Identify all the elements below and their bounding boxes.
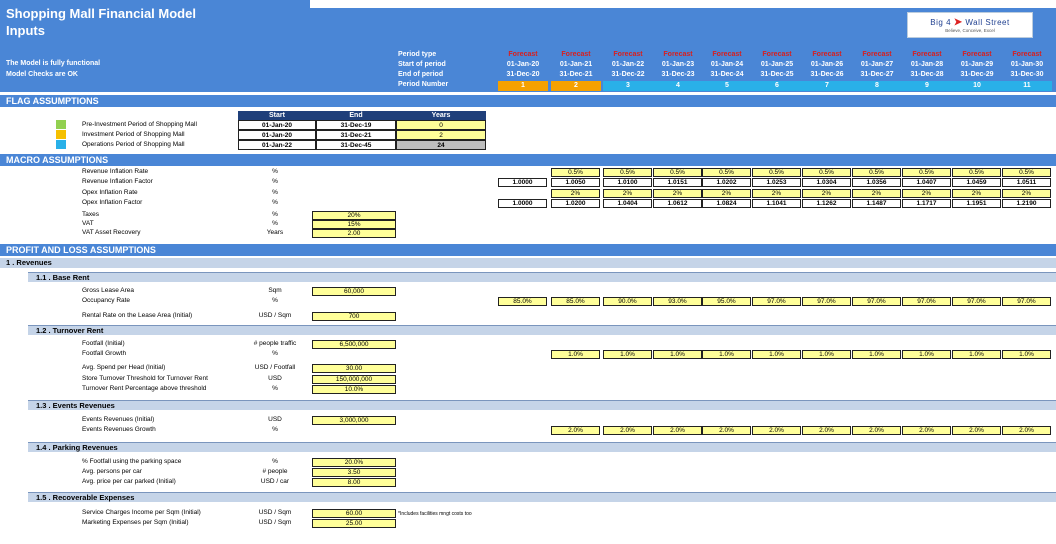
footfall-growth-cell[interactable]: 1.0% xyxy=(852,350,901,359)
revenue-inflation-factor-cell: 1.0356 xyxy=(852,178,901,187)
threshold-input[interactable]: 150,000,000 xyxy=(312,375,396,384)
parking-header: 1.4 . Parking Revenues xyxy=(28,442,1056,452)
period-type-label: Period type xyxy=(398,51,437,58)
period-type-cell: Forecast xyxy=(561,51,591,58)
price-per-car-unit: USD / car xyxy=(260,478,290,485)
period-type-cell: Forecast xyxy=(712,51,742,58)
opex-inflation-factor-cell: 1.2190 xyxy=(1002,199,1051,208)
period-number-cell: 5 xyxy=(702,81,752,91)
parking-footfall-label: % Footfall using the parking space xyxy=(82,458,182,465)
events-revenue-unit: USD xyxy=(268,416,282,423)
period-color-swatch xyxy=(56,130,66,139)
opex-inflation-rate-label: Opex Inflation Rate xyxy=(82,189,138,196)
footfall-growth-cell[interactable]: 1.0% xyxy=(1002,350,1051,359)
period-start-cell: 01-Jan-25 xyxy=(760,61,794,68)
events-growth-cell[interactable]: 2.0% xyxy=(752,426,801,435)
period-end-label: End of period xyxy=(398,71,444,78)
period-start-cell: 01-Jan-30 xyxy=(1010,61,1044,68)
opex-inflation-factor-cell: 1.0404 xyxy=(603,199,652,208)
revenue-inflation-rate-cell[interactable]: 0.5% xyxy=(603,168,652,177)
revenue-inflation-rate-cell[interactable]: 0.5% xyxy=(802,168,851,177)
opex-inflation-factor-cell: 1.0000 xyxy=(498,199,547,208)
events-growth-cell[interactable]: 2.0% xyxy=(1002,426,1051,435)
service-charges-input[interactable]: 60.00 xyxy=(312,509,396,518)
gla-label: Gross Lease Area xyxy=(82,287,135,294)
period-type-cell: Forecast xyxy=(912,51,942,58)
revenue-inflation-rate-cell[interactable]: 0.5% xyxy=(902,168,951,177)
footfall-growth-cell[interactable]: 1.0% xyxy=(603,350,652,359)
flag-end-date: 31-Dec-21 xyxy=(316,130,396,140)
period-type-cell: Forecast xyxy=(962,51,992,58)
period-number-cell: 2 xyxy=(551,81,601,91)
revenue-inflation-factor-cell: 1.0511 xyxy=(1002,178,1051,187)
opex-inflation-factor-label: Opex Inflation Factor xyxy=(82,199,143,206)
recoverable-header: 1.5 . Recoverable Expenses xyxy=(28,492,1056,502)
flag-label: Investment Period of Shopping Mall xyxy=(82,131,185,138)
model-title: Shopping Mall Financial Model xyxy=(6,6,196,21)
footfall-growth-cell[interactable]: 1.0% xyxy=(902,350,951,359)
occupancy-cell[interactable]: 90.0% xyxy=(603,297,652,306)
opex-inflation-rate-cell[interactable]: 2% xyxy=(852,189,901,198)
marketing-input[interactable]: 25.00 xyxy=(312,519,396,528)
period-number-cell: 1 xyxy=(498,81,548,91)
revenue-inflation-factor-cell: 1.0151 xyxy=(653,178,702,187)
events-growth-cell[interactable]: 2.0% xyxy=(802,426,851,435)
status-checks: Model Checks are OK xyxy=(6,71,78,78)
period-start-label: Start of period xyxy=(398,61,446,68)
revenue-inflation-rate-cell[interactable]: 0.5% xyxy=(653,168,702,177)
service-charges-label: Service Charges Income per Sqm (Initial) xyxy=(82,509,201,516)
occupancy-cell[interactable]: 97.0% xyxy=(752,297,801,306)
logo-text-a: Big 4 xyxy=(930,18,952,27)
opex-inflation-rate-cell[interactable]: 2% xyxy=(752,189,801,198)
taxes-unit: % xyxy=(272,211,278,218)
occupancy-cell[interactable]: 97.0% xyxy=(802,297,851,306)
period-start-cell: 01-Jan-28 xyxy=(910,61,944,68)
opex-inflation-factor-cell: 1.0612 xyxy=(653,199,702,208)
flag-start-date: 01-Jan-22 xyxy=(238,140,316,150)
flag-years: 24 xyxy=(396,140,486,150)
taxes-label: Taxes xyxy=(82,211,99,218)
revenue-inflation-rate-cell[interactable]: 0.5% xyxy=(551,168,600,177)
revenue-inflation-rate-label: Revenue Inflation Rate xyxy=(82,168,149,175)
period-end-cell: 31-Dec-20 xyxy=(506,71,540,78)
price-per-car-input[interactable]: 8.00 xyxy=(312,478,396,487)
parking-footfall-unit: % xyxy=(272,458,278,465)
turnover-pct-label: Turnover Rent Percentage above threshold xyxy=(82,385,207,392)
events-growth-cell[interactable]: 2.0% xyxy=(902,426,951,435)
footfall-growth-cell[interactable]: 1.0% xyxy=(702,350,751,359)
footfall-input[interactable]: 6,500,000 xyxy=(312,340,396,349)
avg-spend-input[interactable]: 30.00 xyxy=(312,364,396,373)
revenue-inflation-rate-cell[interactable]: 0.5% xyxy=(1002,168,1051,177)
flag-col-start: Start xyxy=(238,111,316,120)
service-charges-unit: USD / Sqm xyxy=(258,509,292,516)
threshold-label: Store Turnover Threshold for Turnover Rent xyxy=(82,375,208,382)
revenue-inflation-rate-cell[interactable]: 0.5% xyxy=(702,168,751,177)
footfall-growth-cell[interactable]: 1.0% xyxy=(802,350,851,359)
revenue-inflation-factor-cell: 1.0000 xyxy=(498,178,547,187)
period-type-cell: Forecast xyxy=(862,51,892,58)
persons-per-car-unit: # people xyxy=(262,468,288,475)
opex-inflation-rate-cell[interactable]: 2% xyxy=(653,189,702,198)
footfall-growth-cell[interactable]: 1.0% xyxy=(653,350,702,359)
period-number-cell: 8 xyxy=(852,81,902,91)
bird-icon: ➤ xyxy=(953,17,963,28)
flag-start-date: 01-Jan-20 xyxy=(238,130,316,140)
occupancy-label: Occupancy Rate xyxy=(82,297,131,304)
period-type-cell: Forecast xyxy=(613,51,643,58)
period-end-cell: 31-Dec-30 xyxy=(1010,71,1044,78)
revenue-inflation-factor-cell: 1.0100 xyxy=(603,178,652,187)
persons-per-car-label: Avg. persons per car xyxy=(82,468,142,475)
period-start-cell: 01-Jan-29 xyxy=(960,61,994,68)
events-header: 1.3 . Events Revenues xyxy=(28,400,1056,410)
opex-inflation-factor-cell: 1.1262 xyxy=(802,199,851,208)
flag-end-date: 31-Dec-45 xyxy=(316,140,396,150)
service-charges-note: *Includes facilities mngt costs too xyxy=(398,511,472,517)
opex-inflation-factor-cell: 1.1041 xyxy=(752,199,801,208)
footfall-growth-label: Footfall Growth xyxy=(82,350,127,357)
avg-spend-label: Avg. Spend per Head (Initial) xyxy=(82,364,166,371)
vat-recovery-unit: Years xyxy=(266,229,284,236)
period-start-cell: 01-Jan-22 xyxy=(611,61,645,68)
gla-unit: Sqm xyxy=(268,287,282,294)
opex-inflation-rate-cell[interactable]: 2% xyxy=(902,189,951,198)
opex-inflation-factor-cell: 1.1487 xyxy=(852,199,901,208)
section-pl-assumptions: PROFIT AND LOSS ASSUMPTIONS xyxy=(0,244,1056,256)
period-type-cell: Forecast xyxy=(762,51,792,58)
footfall-growth-unit: % xyxy=(272,350,278,357)
flag-col-end: End xyxy=(316,111,396,120)
period-end-cell: 31-Dec-21 xyxy=(559,71,593,78)
opex-inflation-factor-cell: 1.0200 xyxy=(551,199,600,208)
opex-inflation-rate-cell[interactable]: 2% xyxy=(802,189,851,198)
period-type-cell: Forecast xyxy=(508,51,538,58)
period-end-cell: 31-Dec-26 xyxy=(810,71,844,78)
revenue-inflation-factor-cell: 1.0253 xyxy=(752,178,801,187)
turnover-pct-input[interactable]: 10.0% xyxy=(312,385,396,394)
period-end-cell: 31-Dec-28 xyxy=(910,71,944,78)
events-growth-cell[interactable]: 2.0% xyxy=(551,426,600,435)
period-number-cell: 9 xyxy=(902,81,952,91)
period-start-cell: 01-Jan-23 xyxy=(661,61,695,68)
occupancy-cell[interactable]: 97.0% xyxy=(952,297,1001,306)
flag-end-date: 31-Dec-19 xyxy=(316,120,396,130)
period-end-cell: 31-Dec-27 xyxy=(860,71,894,78)
revenue-inflation-factor-cell: 1.0407 xyxy=(902,178,951,187)
period-type-cell: Forecast xyxy=(1012,51,1042,58)
revenue-inflation-factor-cell: 1.0050 xyxy=(551,178,600,187)
vat-input[interactable]: 15% xyxy=(312,220,396,229)
period-start-cell: 01-Jan-24 xyxy=(710,61,744,68)
marketing-unit: USD / Sqm xyxy=(258,519,292,526)
period-end-cell: 31-Dec-29 xyxy=(960,71,994,78)
period-start-cell: 01-Jan-20 xyxy=(506,61,540,68)
opex-inflation-factor-unit: % xyxy=(272,199,278,206)
occupancy-cell[interactable]: 85.0% xyxy=(498,297,547,306)
events-growth-cell[interactable]: 2.0% xyxy=(603,426,652,435)
opex-inflation-rate-cell[interactable]: 2% xyxy=(702,189,751,198)
revenue-inflation-factor-unit: % xyxy=(272,178,278,185)
gla-input[interactable]: 60,000 xyxy=(312,287,396,296)
period-number-label: Period Number xyxy=(398,81,449,88)
occupancy-cell[interactable]: 97.0% xyxy=(902,297,951,306)
period-color-swatch xyxy=(56,120,66,129)
period-number-cell: 6 xyxy=(752,81,802,91)
parking-footfall-input[interactable]: 20.0% xyxy=(312,458,396,467)
footfall-growth-cell[interactable]: 1.0% xyxy=(952,350,1001,359)
period-start-cell: 01-Jan-26 xyxy=(810,61,844,68)
events-growth-cell[interactable]: 2.0% xyxy=(852,426,901,435)
opex-inflation-rate-cell[interactable]: 2% xyxy=(1002,189,1051,198)
period-number-cell: 10 xyxy=(952,81,1002,91)
revenue-inflation-rate-cell[interactable]: 0.5% xyxy=(852,168,901,177)
period-number-cell: 11 xyxy=(1002,81,1052,91)
opex-inflation-rate-cell[interactable]: 2% xyxy=(603,189,652,198)
period-end-cell: 31-Dec-25 xyxy=(760,71,794,78)
vat-recovery-input[interactable]: 2.00 xyxy=(312,229,396,238)
revenue-inflation-factor-cell: 1.0304 xyxy=(802,178,851,187)
revenue-inflation-factor-cell: 1.0202 xyxy=(702,178,751,187)
turnover-rent-header: 1.2 . Turnover Rent xyxy=(28,325,1056,335)
opex-inflation-rate-cell[interactable]: 2% xyxy=(952,189,1001,198)
period-start-cell: 01-Jan-21 xyxy=(559,61,593,68)
revenues-header: 1 . Revenues xyxy=(0,258,1056,268)
period-color-swatch xyxy=(56,140,66,149)
flag-label: Pre-Investment Period of Shopping Mall xyxy=(82,121,197,128)
taxes-input[interactable]: 20% xyxy=(312,211,396,220)
price-per-car-label: Avg. price per car parked (Initial) xyxy=(82,478,176,485)
opex-inflation-rate-unit: % xyxy=(272,189,278,196)
status-functional: The Model is fully functional xyxy=(6,60,101,67)
events-growth-label: Events Revenues Growth xyxy=(82,426,156,433)
opex-inflation-factor-cell: 1.0824 xyxy=(702,199,751,208)
flag-col-years: Years xyxy=(396,111,486,120)
opex-inflation-factor-cell: 1.1951 xyxy=(952,199,1001,208)
avg-spend-unit: USD / Footfall xyxy=(254,364,296,371)
occupancy-cell[interactable]: 95.0% xyxy=(702,297,751,306)
vat-recovery-label: VAT Asset Recovery xyxy=(82,229,141,236)
period-end-cell: 31-Dec-24 xyxy=(710,71,744,78)
period-end-cell: 31-Dec-23 xyxy=(661,71,695,78)
occupancy-cell[interactable]: 85.0% xyxy=(551,297,600,306)
events-growth-unit: % xyxy=(272,426,278,433)
persons-per-car-input[interactable]: 3.50 xyxy=(312,468,396,477)
footfall-growth-cell[interactable]: 1.0% xyxy=(551,350,600,359)
revenue-inflation-rate-unit: % xyxy=(272,168,278,175)
events-revenue-input[interactable]: 3,000,000 xyxy=(312,416,396,425)
vat-unit: % xyxy=(272,220,278,227)
flag-years[interactable]: 2 xyxy=(396,130,486,140)
flag-label: Operations Period of Shopping Mall xyxy=(82,141,185,148)
events-growth-cell[interactable]: 2.0% xyxy=(702,426,751,435)
revenue-inflation-rate-cell[interactable]: 0.5% xyxy=(752,168,801,177)
marketing-label: Marketing Expenses per Sqm (Initial) xyxy=(82,519,189,526)
flag-start-date: 01-Jan-20 xyxy=(238,120,316,130)
threshold-unit: USD xyxy=(268,375,282,382)
rental-rate-input[interactable]: 700 xyxy=(312,312,396,321)
events-growth-cell[interactable]: 2.0% xyxy=(952,426,1001,435)
opex-inflation-factor-cell: 1.1717 xyxy=(902,199,951,208)
footfall-label: Footfall (Initial) xyxy=(82,340,125,347)
rental-rate-unit: USD / Sqm xyxy=(258,312,292,319)
period-type-cell: Forecast xyxy=(812,51,842,58)
occupancy-cell[interactable]: 93.0% xyxy=(653,297,702,306)
footfall-growth-cell[interactable]: 1.0% xyxy=(752,350,801,359)
occupancy-cell[interactable]: 97.0% xyxy=(1002,297,1051,306)
events-revenue-label: Events Revenues (Initial) xyxy=(82,416,155,423)
revenue-inflation-factor-cell: 1.0459 xyxy=(952,178,1001,187)
footfall-unit: # people traffic xyxy=(253,340,297,347)
period-number-cell: 3 xyxy=(603,81,653,91)
period-number-cell: 7 xyxy=(802,81,852,91)
period-type-cell: Forecast xyxy=(663,51,693,58)
events-growth-cell[interactable]: 2.0% xyxy=(653,426,702,435)
sheet-title: Inputs xyxy=(6,23,45,38)
logo-tagline: Believe, Conceive, Excel xyxy=(945,28,995,33)
section-flag-assumptions: FLAG ASSUMPTIONS xyxy=(0,95,1056,107)
revenue-inflation-rate-cell[interactable]: 0.5% xyxy=(952,168,1001,177)
flag-years[interactable]: 0 xyxy=(396,120,486,130)
occupancy-cell[interactable]: 97.0% xyxy=(852,297,901,306)
rental-rate-label: Rental Rate on the Lease Area (Initial) xyxy=(82,312,193,319)
period-end-cell: 31-Dec-22 xyxy=(611,71,645,78)
base-rent-header: 1.1 . Base Rent xyxy=(28,272,1056,282)
brand-logo xyxy=(907,12,1033,38)
occupancy-unit: % xyxy=(272,297,278,304)
logo-text-b: Wall Street xyxy=(965,18,1010,27)
turnover-pct-unit: % xyxy=(272,385,278,392)
revenue-inflation-factor-label: Revenue Inflation Factor xyxy=(82,178,153,185)
period-start-cell: 01-Jan-27 xyxy=(860,61,894,68)
vat-label: VAT xyxy=(82,220,94,227)
section-macro-assumptions: MACRO ASSUMPTIONS xyxy=(0,154,1056,166)
opex-inflation-rate-cell[interactable]: 2% xyxy=(551,189,600,198)
period-number-cell: 4 xyxy=(653,81,703,91)
